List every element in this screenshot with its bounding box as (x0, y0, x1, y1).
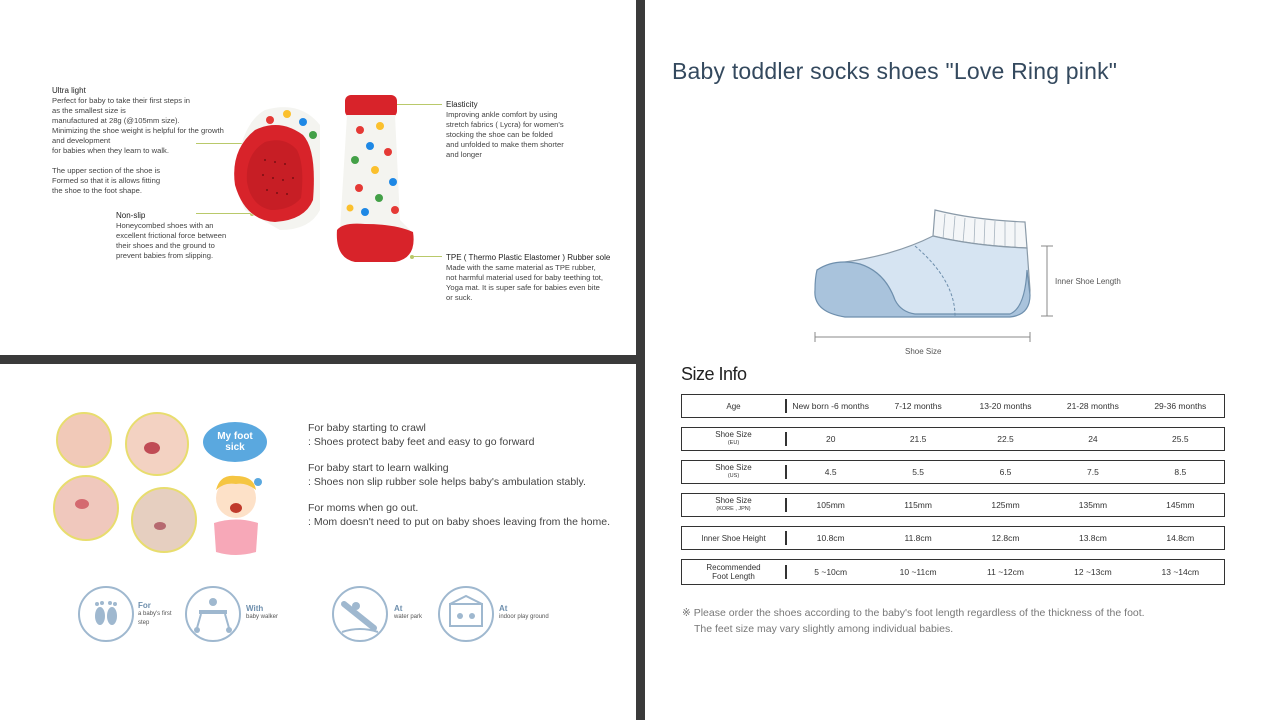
table-cell: 24 (1088, 434, 1098, 444)
table-cell: 145mm (1166, 500, 1195, 510)
walker-icon (185, 586, 241, 642)
row-label-main: Shoe Size (715, 463, 752, 472)
row-label (682, 534, 785, 543)
table-cell: 12 ~13cm (1074, 567, 1112, 577)
row-label-main: Shoe Size (715, 496, 752, 505)
feature-title: Non-slip (116, 211, 146, 220)
row-label (682, 463, 785, 481)
feature-tpe (446, 253, 626, 303)
icon-label-sub: a baby's first step (138, 611, 172, 626)
feature-title: Ultra light (52, 86, 86, 95)
table-cell: 12.8cm (991, 533, 1020, 543)
table-row (681, 427, 1225, 451)
size-info-heading: Size Info (681, 364, 747, 384)
icon-label-sub: water park (394, 614, 423, 620)
icon-label (499, 604, 559, 622)
row-label (682, 496, 785, 514)
icon-label (138, 601, 178, 628)
shoe-size-label: Shoe Size (905, 347, 942, 356)
usage-list (308, 421, 610, 541)
speech-bubble-text: My foot sick (217, 431, 253, 453)
icon-label-main: For (138, 601, 151, 610)
row-label (682, 402, 785, 411)
horizontal-divider (0, 355, 636, 364)
table-cell: 6.5 (999, 467, 1012, 477)
table-cell: 105mm (816, 500, 845, 510)
table-cell: 14.8cm (1166, 533, 1195, 543)
table-cell: 5.5 (912, 467, 925, 477)
baby-feet-photos (52, 408, 202, 558)
table-cell: 21-28 months (1066, 401, 1119, 411)
shoe-size-diagram (805, 200, 1055, 345)
usage-body: : Mom doesn't need to put on baby shoes leaving from the home. (308, 516, 611, 528)
table-cell: 11.8cm (904, 533, 932, 543)
note-line: The feet size may vary slightly among individual babies. (694, 622, 954, 635)
usage-body: : Shoes protect baby feet and easy to go forward (308, 436, 535, 448)
playground-icon (438, 586, 494, 642)
table-cell: 22.5 (997, 434, 1014, 444)
table-cell: 115mm (904, 500, 932, 510)
crying-baby-illustration (200, 468, 270, 558)
usage-item (308, 421, 610, 449)
icon-label-main: At (499, 604, 508, 613)
table-cell: 125mm (991, 500, 1020, 510)
icon-label-sub: baby walker (246, 614, 279, 620)
speech-bubble (203, 422, 267, 462)
table-cell: 29-36 months (1154, 401, 1207, 411)
table-row (681, 394, 1225, 418)
note-line: ※ Please order the shoes according to the baby's foot length regardless of the thickness of the foot. (682, 607, 1145, 619)
slide-icon (332, 586, 388, 642)
table-cell: 7-12 months (894, 401, 942, 411)
table-cell: 10.8cm (816, 533, 845, 543)
vertical-divider (636, 0, 645, 720)
row-label-sub: (KORE , JPN) (716, 506, 751, 512)
feature-elasticity (446, 100, 586, 160)
row-label-sub: (EU) (727, 440, 740, 446)
feature-body: Perfect for baby to take their first steps in as the smallest size is manufactured at 28g (@105mm size). Minimizing the shoe weight is helpful for the growth and development for babies when they learn to walk. The upper section of the shoe is Formed so that it is allows fitting the shoe to the foot shape. (52, 96, 224, 195)
usage-item (308, 461, 610, 489)
feature-body: Improving ankle comfort by using stretch fabrics ( Lycra) for women's stocking the shoe can be folded and unfolded to make them shorter and longer (446, 110, 564, 159)
feature-title: Elasticity (446, 100, 478, 109)
feature-title: TPE ( Thermo Plastic Elastomer ) Rubber sole (446, 253, 611, 262)
table-cell: 11 ~12cm (987, 567, 1024, 577)
table-row (681, 526, 1225, 550)
row-label-main: Shoe Size (715, 430, 752, 439)
inner-shoe-length-label: Inner Shoe Length (1055, 277, 1121, 286)
table-row (681, 460, 1225, 484)
icon-label (246, 604, 296, 622)
table-cell: 13 ~14cm (1161, 567, 1200, 577)
row-label-sub: Foot Length (712, 572, 755, 581)
icon-label-main: At (394, 604, 403, 613)
table-cell: 7.5 (1087, 467, 1099, 477)
row-label (682, 563, 785, 581)
row-label-main: Inner Shoe Height (701, 533, 766, 543)
feature-body: Honeycombed shoes with an excellent frictional force between their shoes and the ground to prevent babies from slipping. (116, 221, 227, 260)
row-label-main: Age (726, 401, 741, 411)
usage-title: For baby start to learn walking (308, 462, 449, 474)
row-label-sub: (US) (727, 473, 740, 479)
icon-label-sub: indoor play ground (499, 614, 549, 620)
polka-dot-shoes-image (225, 90, 425, 270)
table-cell: 13-20 months (979, 401, 1032, 411)
table-row (681, 493, 1225, 517)
usage-body: : Shoes non slip rubber sole helps baby's ambulation stably. (308, 476, 586, 488)
table-cell: 13.8cm (1078, 533, 1107, 543)
product-title: Baby toddler socks shoes "Love Ring pink" (672, 58, 1118, 84)
usage-item (308, 501, 610, 529)
footprints-icon (78, 586, 134, 642)
table-cell: 25.5 (1172, 434, 1189, 444)
table-cell: 4.5 (824, 467, 837, 477)
table-cell: 10 ~11cm (899, 567, 937, 577)
table-cell: 5 ~10cm (814, 567, 848, 577)
table-cell: 135mm (1078, 500, 1108, 510)
table-cell: 8.5 (1174, 467, 1187, 477)
icon-label-main: With (246, 604, 264, 613)
icon-label (394, 604, 444, 622)
feature-ultra-light (52, 86, 247, 196)
row-label (682, 430, 785, 448)
usage-title: For baby starting to crawl (308, 422, 426, 434)
usage-title: For moms when go out. (308, 502, 419, 514)
table-cell: 21.5 (909, 434, 927, 444)
table-cell: New born -6 months (792, 401, 869, 411)
feature-body: Made with the same material as TPE rubber, not harmful material used for baby teething tot, Yoga mat. It is super safe for babies even bite or suck. (446, 263, 604, 302)
table-row (681, 559, 1225, 585)
size-note (682, 606, 1145, 637)
table-cell: 20 (825, 434, 836, 444)
row-label-main: Recommended (706, 563, 761, 572)
